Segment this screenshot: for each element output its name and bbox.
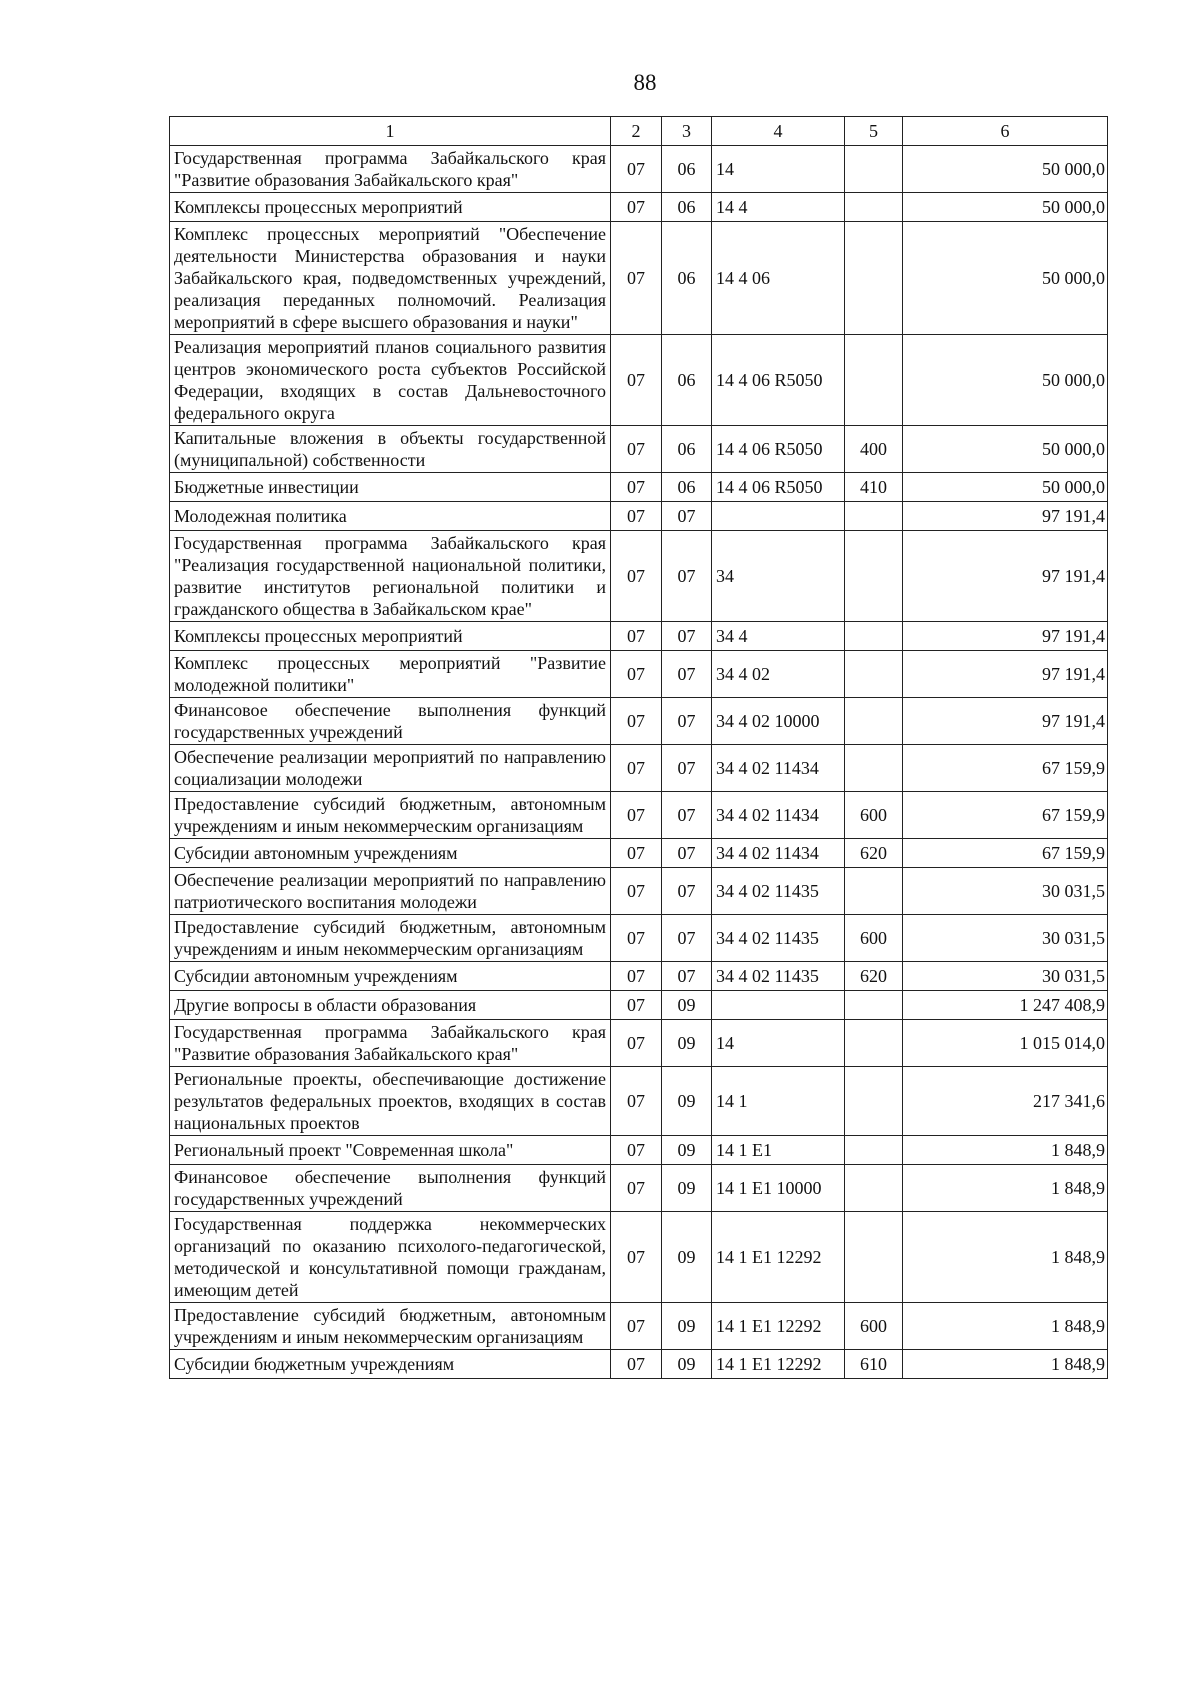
row-target-article-cell: 34 4 02 11435: [712, 868, 845, 915]
table-row: [170, 962, 1108, 991]
row-name-cell: Финансовое обеспечение выполнения функций государственных учреждений: [170, 698, 611, 745]
row-amount-cell: 30 031,5: [903, 962, 1108, 991]
row-subsection-cell: 06: [662, 222, 712, 335]
table-row: [170, 839, 1108, 868]
row-target-article-cell: 14 4 06 R5050: [712, 426, 845, 473]
row-subsection-cell: 07: [662, 698, 712, 745]
row-target-article-cell: 14: [712, 1020, 845, 1067]
column-header: 2: [611, 117, 662, 146]
row-amount-cell: 1 015 014,0: [903, 1020, 1108, 1067]
row-subsection-cell: 07: [662, 868, 712, 915]
row-section-cell: 07: [611, 1303, 662, 1350]
table-row: [170, 915, 1108, 962]
row-section-cell: 07: [611, 991, 662, 1020]
row-subsection-cell: 09: [662, 1212, 712, 1303]
row-subsection-cell: 09: [662, 1165, 712, 1212]
row-subsection-cell: 06: [662, 426, 712, 473]
row-amount-cell: 67 159,9: [903, 745, 1108, 792]
row-section-cell: 07: [611, 915, 662, 962]
row-name-cell: Государственная поддержка некоммерческих организаций по оказанию психолого-педагогической, методической и консультативной помощи гражданам, имеющим детей: [170, 1212, 611, 1303]
row-subsection-cell: 06: [662, 146, 712, 193]
row-section-cell: 07: [611, 193, 662, 222]
row-section-cell: 07: [611, 426, 662, 473]
row-subsection-cell: 07: [662, 531, 712, 622]
row-expense-type-cell: [845, 1067, 903, 1136]
row-section-cell: 07: [611, 473, 662, 502]
row-name-cell: Комплексы процессных мероприятий: [170, 193, 611, 222]
row-target-article-cell: 34 4 02: [712, 651, 845, 698]
row-target-article-cell: 34 4 02 10000: [712, 698, 845, 745]
row-target-article-cell: 34 4 02 11435: [712, 915, 845, 962]
row-name-cell: Государственная программа Забайкальского края "Развитие образования Забайкальского края": [170, 1020, 611, 1067]
row-target-article-cell: 34 4: [712, 622, 845, 651]
row-subsection-cell: 09: [662, 1067, 712, 1136]
row-amount-cell: 97 191,4: [903, 651, 1108, 698]
row-section-cell: 07: [611, 531, 662, 622]
row-amount-cell: 217 341,6: [903, 1067, 1108, 1136]
row-subsection-cell: 09: [662, 1303, 712, 1350]
table-body: [170, 146, 1108, 1379]
row-expense-type-cell: [845, 1136, 903, 1165]
row-section-cell: 07: [611, 839, 662, 868]
row-expense-type-cell: [845, 745, 903, 792]
table-row: [170, 745, 1108, 792]
row-expense-type-cell: [845, 193, 903, 222]
row-amount-cell: 50 000,0: [903, 473, 1108, 502]
row-section-cell: 07: [611, 146, 662, 193]
row-amount-cell: 1 848,9: [903, 1212, 1108, 1303]
row-expense-type-cell: [845, 1212, 903, 1303]
row-section-cell: 07: [611, 1136, 662, 1165]
row-target-article-cell: 14 4 06 R5050: [712, 473, 845, 502]
row-name-cell: Региональные проекты, обеспечивающие достижение результатов федеральных проектов, входящих в состав национальных проектов: [170, 1067, 611, 1136]
row-section-cell: 07: [611, 962, 662, 991]
row-subsection-cell: 09: [662, 991, 712, 1020]
column-header: 3: [662, 117, 712, 146]
row-expense-type-cell: 620: [845, 839, 903, 868]
row-name-cell: Капитальные вложения в объекты государственной (муниципальной) собственности: [170, 426, 611, 473]
row-amount-cell: 1 848,9: [903, 1303, 1108, 1350]
row-amount-cell: 1 848,9: [903, 1350, 1108, 1379]
row-expense-type-cell: [845, 651, 903, 698]
row-subsection-cell: 07: [662, 962, 712, 991]
row-expense-type-cell: [845, 1020, 903, 1067]
row-amount-cell: 50 000,0: [903, 426, 1108, 473]
row-expense-type-cell: [845, 222, 903, 335]
row-name-cell: Бюджетные инвестиции: [170, 473, 611, 502]
row-amount-cell: 50 000,0: [903, 193, 1108, 222]
row-amount-cell: 50 000,0: [903, 335, 1108, 426]
row-subsection-cell: 07: [662, 622, 712, 651]
row-name-cell: Предоставление субсидий бюджетным, автономным учреждениям и иным некоммерческим организациям: [170, 792, 611, 839]
row-name-cell: Предоставление субсидий бюджетным, автономным учреждениям и иным некоммерческим организациям: [170, 1303, 611, 1350]
row-expense-type-cell: [845, 502, 903, 531]
row-name-cell: Субсидии бюджетным учреждениям: [170, 1350, 611, 1379]
row-target-article-cell: 34 4 02 11434: [712, 839, 845, 868]
row-section-cell: 07: [611, 622, 662, 651]
table-row: [170, 146, 1108, 193]
row-expense-type-cell: 410: [845, 473, 903, 502]
table-row: [170, 1020, 1108, 1067]
row-section-cell: 07: [611, 698, 662, 745]
row-expense-type-cell: 600: [845, 792, 903, 839]
row-expense-type-cell: [845, 698, 903, 745]
table-row: [170, 1067, 1108, 1136]
page-number: 88: [633, 70, 657, 95]
row-amount-cell: 30 031,5: [903, 915, 1108, 962]
table-row: [170, 1350, 1108, 1379]
row-subsection-cell: 07: [662, 792, 712, 839]
table-row: [170, 991, 1108, 1020]
row-name-cell: Реализация мероприятий планов социального развития центров экономического роста субъектов Российской Федерации, входящих в состав Дальневосточного федерального округа: [170, 335, 611, 426]
row-section-cell: 07: [611, 651, 662, 698]
row-target-article-cell: 14 4 06: [712, 222, 845, 335]
row-target-article-cell: [712, 991, 845, 1020]
row-amount-cell: 97 191,4: [903, 622, 1108, 651]
row-amount-cell: 97 191,4: [903, 502, 1108, 531]
row-subsection-cell: 07: [662, 745, 712, 792]
row-name-cell: Комплекс процессных мероприятий "Обеспечение деятельности Министерства образования и науки Забайкальского края, подведомственных учреждений, реализация переданных полномочий. Реализация мероприятий в сфере высшего образования и науки": [170, 222, 611, 335]
column-header: 1: [170, 117, 611, 146]
table-row: [170, 1212, 1108, 1303]
row-subsection-cell: 09: [662, 1020, 712, 1067]
row-target-article-cell: 14 1: [712, 1067, 845, 1136]
row-subsection-cell: 07: [662, 915, 712, 962]
row-expense-type-cell: [845, 868, 903, 915]
table-row: [170, 426, 1108, 473]
row-section-cell: 07: [611, 1067, 662, 1136]
row-expense-type-cell: 620: [845, 962, 903, 991]
table-row: [170, 792, 1108, 839]
column-header: 4: [712, 117, 845, 146]
row-section-cell: 07: [611, 868, 662, 915]
row-name-cell: Комплексы процессных мероприятий: [170, 622, 611, 651]
row-target-article-cell: 34 4 02 11434: [712, 745, 845, 792]
row-expense-type-cell: [845, 146, 903, 193]
row-amount-cell: 97 191,4: [903, 698, 1108, 745]
row-target-article-cell: 14 1 E1 12292: [712, 1303, 845, 1350]
row-subsection-cell: 07: [662, 502, 712, 531]
budget-table: [169, 116, 1108, 1379]
row-target-article-cell: 14 4 06 R5050: [712, 335, 845, 426]
row-amount-cell: 1 848,9: [903, 1165, 1108, 1212]
row-subsection-cell: 06: [662, 193, 712, 222]
row-amount-cell: 67 159,9: [903, 839, 1108, 868]
row-target-article-cell: 14 1 E1 10000: [712, 1165, 845, 1212]
table-row: [170, 1303, 1108, 1350]
table-row: [170, 1136, 1108, 1165]
row-expense-type-cell: 600: [845, 915, 903, 962]
row-amount-cell: 1 247 408,9: [903, 991, 1108, 1020]
row-name-cell: Финансовое обеспечение выполнения функций государственных учреждений: [170, 1165, 611, 1212]
row-section-cell: 07: [611, 745, 662, 792]
row-target-article-cell: 14: [712, 146, 845, 193]
row-subsection-cell: 09: [662, 1136, 712, 1165]
table-row: [170, 651, 1108, 698]
row-amount-cell: 67 159,9: [903, 792, 1108, 839]
row-name-cell: Субсидии автономным учреждениям: [170, 962, 611, 991]
column-header: 5: [845, 117, 903, 146]
row-subsection-cell: 06: [662, 473, 712, 502]
row-name-cell: Обеспечение реализации мероприятий по направлению социализации молодежи: [170, 745, 611, 792]
row-expense-type-cell: [845, 335, 903, 426]
table-row: [170, 473, 1108, 502]
row-target-article-cell: [712, 502, 845, 531]
row-expense-type-cell: [845, 622, 903, 651]
row-subsection-cell: 06: [662, 335, 712, 426]
row-expense-type-cell: 610: [845, 1350, 903, 1379]
table-row: [170, 193, 1108, 222]
row-amount-cell: 97 191,4: [903, 531, 1108, 622]
row-name-cell: Региональный проект "Современная школа": [170, 1136, 611, 1165]
table-row: [170, 868, 1108, 915]
row-name-cell: Государственная программа Забайкальского края "Реализация государственной национальной политики, развитие институтов региональной политики и гражданского общества в Забайкальском крае": [170, 531, 611, 622]
row-target-article-cell: 14 1 E1 12292: [712, 1212, 845, 1303]
row-section-cell: 07: [611, 1165, 662, 1212]
row-section-cell: 07: [611, 502, 662, 531]
row-subsection-cell: 09: [662, 1350, 712, 1379]
row-name-cell: Государственная программа Забайкальского края "Развитие образования Забайкальского края": [170, 146, 611, 193]
row-expense-type-cell: [845, 1165, 903, 1212]
table-header-row: [170, 117, 1108, 146]
row-target-article-cell: 14 1 E1 12292: [712, 1350, 845, 1379]
table-row: [170, 698, 1108, 745]
table-row: [170, 1165, 1108, 1212]
row-expense-type-cell: [845, 531, 903, 622]
row-target-article-cell: 34 4 02 11434: [712, 792, 845, 839]
row-section-cell: 07: [611, 1020, 662, 1067]
table-row: [170, 222, 1108, 335]
column-header: 6: [903, 117, 1108, 146]
row-target-article-cell: 14 1 E1: [712, 1136, 845, 1165]
row-target-article-cell: 34 4 02 11435: [712, 962, 845, 991]
row-name-cell: Другие вопросы в области образования: [170, 991, 611, 1020]
row-expense-type-cell: 600: [845, 1303, 903, 1350]
row-section-cell: 07: [611, 222, 662, 335]
row-expense-type-cell: 400: [845, 426, 903, 473]
row-section-cell: 07: [611, 792, 662, 839]
row-target-article-cell: 34: [712, 531, 845, 622]
row-amount-cell: 30 031,5: [903, 868, 1108, 915]
row-name-cell: Предоставление субсидий бюджетным, автономным учреждениям и иным некоммерческим организациям: [170, 915, 611, 962]
row-section-cell: 07: [611, 1212, 662, 1303]
row-subsection-cell: 07: [662, 651, 712, 698]
row-amount-cell: 50 000,0: [903, 222, 1108, 335]
row-target-article-cell: 14 4: [712, 193, 845, 222]
row-name-cell: Обеспечение реализации мероприятий по направлению патриотического воспитания молодежи: [170, 868, 611, 915]
row-name-cell: Комплекс процессных мероприятий "Развитие молодежной политики": [170, 651, 611, 698]
row-amount-cell: 50 000,0: [903, 146, 1108, 193]
row-name-cell: Молодежная политика: [170, 502, 611, 531]
row-expense-type-cell: [845, 991, 903, 1020]
table-row: [170, 335, 1108, 426]
table-row: [170, 531, 1108, 622]
row-subsection-cell: 07: [662, 839, 712, 868]
row-name-cell: Субсидии автономным учреждениям: [170, 839, 611, 868]
row-amount-cell: 1 848,9: [903, 1136, 1108, 1165]
table-row: [170, 502, 1108, 531]
table-row: [170, 622, 1108, 651]
row-section-cell: 07: [611, 335, 662, 426]
row-section-cell: 07: [611, 1350, 662, 1379]
